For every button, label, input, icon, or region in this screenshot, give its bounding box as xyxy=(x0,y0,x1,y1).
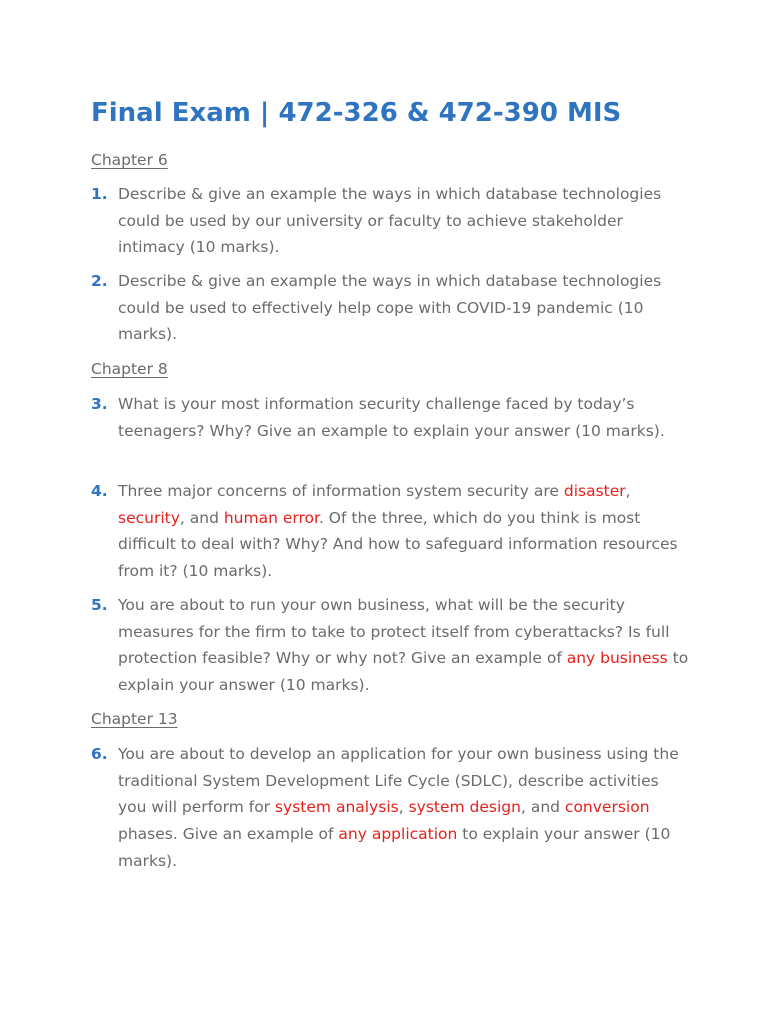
question-text: What is your most information security challenge faced by today’s teenagers? Why? Give an example to explain your answer (10 marks). xyxy=(118,395,665,440)
question-text: Describe & give an example the ways in which database technologies could be used by our university or faculty to achieve stakeholder intimacy (10 marks). xyxy=(118,185,662,257)
chapter-heading: Chapter 13 xyxy=(91,710,178,728)
question-item xyxy=(91,592,691,699)
highlighted-term: human error xyxy=(223,508,319,527)
highlighted-term: conversion xyxy=(564,798,650,817)
question-item xyxy=(91,181,691,261)
highlighted-term: any business xyxy=(566,649,668,668)
question-item xyxy=(91,391,691,444)
chapter-heading: Chapter 6 xyxy=(91,151,168,169)
question-item xyxy=(91,478,691,585)
question-number: 3. xyxy=(91,395,108,413)
question-number: 1. xyxy=(91,185,108,203)
question-number: 4. xyxy=(91,482,108,500)
highlighted-term: any application xyxy=(338,825,458,844)
highlighted-term: system design xyxy=(408,798,521,817)
chapter-heading: Chapter 8 xyxy=(91,360,168,378)
question-item xyxy=(91,268,691,348)
page-title: Final Exam | 472-326 & 472-390 MIS xyxy=(91,98,622,128)
highlighted-term: system analysis xyxy=(274,798,399,817)
question-text: Describe & give an example the ways in which database technologies could be used to effectively help cope with COVID-19 pandemic (10 marks). xyxy=(118,272,662,344)
question-text: You are about to develop an application for your own business using the traditional System Development Life Cycle (SDLC), describe activities you will perform for system analysis, system design, and conversion phases. Give an example of any application to explain your answer (10 marks). xyxy=(118,745,679,870)
question-number: 5. xyxy=(91,596,108,614)
question-item xyxy=(91,741,691,875)
highlighted-term: security xyxy=(118,508,180,527)
question-text: Three major concerns of information system security are disaster, security, and human error. Of the three, which do you think is most difficult to deal with? Why? And how to safeguard information resources from it? (10 marks). xyxy=(118,482,678,581)
highlighted-term: disaster xyxy=(563,482,626,500)
question-number: 2. xyxy=(91,272,108,290)
question-number: 6. xyxy=(91,745,108,763)
question-text: You are about to run your own business, what will be the security measures for the firm to take to protect itself from cyberattacks? Is full protection feasible? Why or why not? Give an example of any business to explain your answer (10 marks). xyxy=(118,596,689,695)
